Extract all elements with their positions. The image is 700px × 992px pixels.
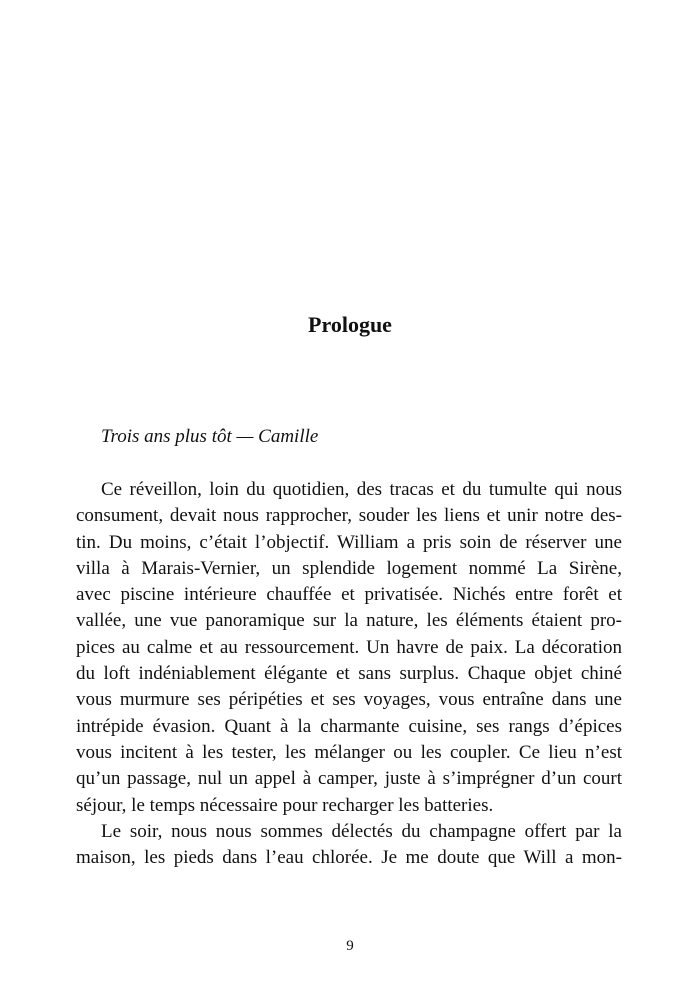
text-line: consument, devait nous rapprocher, souder les liens et unir notre des- [76,505,622,527]
chapter-title: Prologue [308,312,392,337]
text-line: pices au calme et au ressourcement. Un havre de paix. La décoration [76,636,622,658]
page-number: 9 [346,938,354,954]
text-line: vous murmure ses péripéties et ses voyages, vous entraîne dans une [76,689,622,711]
text-line: vallée, une vue panoramique sur la nature, les éléments étaient pro- [76,610,622,632]
text-line: intrépide évasion. Quant à la charmante cuisine, ses rangs d’épices [76,715,622,737]
text-line: séjour, le temps nécessaire pour recharger les batteries. [76,794,494,816]
text-line: maison, les pieds dans l’eau chlorée. Je me doute que Will a mon- [76,847,622,869]
text-line: Ce réveillon, loin du quotidien, des tracas et du tumulte qui nous [101,479,622,500]
text-line: avec piscine intérieure chauffée et privatisée. Nichés entre forêt et [76,584,622,606]
section-heading: Trois ans plus tôt — Camille [101,426,319,447]
text-line: vous incitent à les tester, les mélanger ou les coupler. Ce lieu n’est [76,741,622,763]
text-line: du loft indéniablement élégante et sans surplus. Chaque objet chiné [76,663,622,685]
text-line: Le soir, nous nous sommes délectés du champagne offert par la [101,820,622,842]
body-text [76,477,622,871]
text-line: qu’un passage, nul un appel à camper, juste à s’imprégner d’un court [76,768,622,790]
text-line: tin. Du moins, c’était l’objectif. William a pris soin de réserver une [76,531,622,553]
text-line: villa à Marais-Vernier, un splendide logement nommé La Sirène, [76,557,622,579]
